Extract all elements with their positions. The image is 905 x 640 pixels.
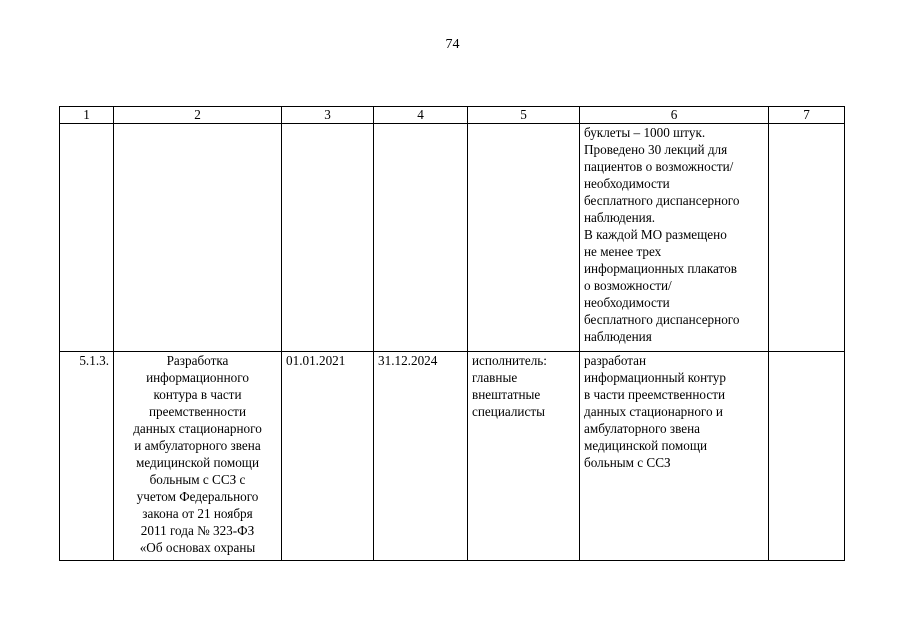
header-cell-5: 5 xyxy=(468,107,580,124)
row1-end-date xyxy=(374,124,468,352)
header-cell-3: 3 xyxy=(282,107,374,124)
header-cell-1: 1 xyxy=(60,107,114,124)
row2-activity: Разработка информационного контура в части преемственности данных стационарного и амбулаторного звена медицинской помощи больным с ССЗ с учетом Федерального закона от 21 ноября 2011 года № 323-ФЗ «Об основах охраны xyxy=(114,352,282,561)
page-number: 74 xyxy=(445,37,460,52)
row1-activity xyxy=(114,124,282,352)
row2-end-date: 31.12.2024 xyxy=(374,352,468,561)
row2-result: разработан информационный контур в части преемственности данных стационарного и амбулаторного звена медицинской помощи больным с ССЗ xyxy=(580,352,769,561)
header-cell-4: 4 xyxy=(374,107,468,124)
row1-result: буклеты – 1000 штук. Проведено 30 лекций для пациентов о возможности/ необходимости бесплатного диспансерного наблюдения. В каждой МО размещено не менее трех информационных плакатов о возможности/ необходимости бесплатного диспансерного наблюдения xyxy=(580,124,769,352)
row2-note xyxy=(769,352,845,561)
header-cell-7: 7 xyxy=(769,107,845,124)
table-row xyxy=(60,352,845,561)
row2-start-date: 01.01.2021 xyxy=(282,352,374,561)
plan-table xyxy=(59,106,845,561)
row1-note xyxy=(769,124,845,352)
table-row xyxy=(60,124,845,352)
row1-start-date xyxy=(282,124,374,352)
header-cell-6: 6 xyxy=(580,107,769,124)
row2-executor: исполнитель: главные внештатные специалисты xyxy=(468,352,580,561)
header-cell-2: 2 xyxy=(114,107,282,124)
row2-number: 5.1.3. xyxy=(60,352,114,561)
row1-number xyxy=(60,124,114,352)
row1-executor xyxy=(468,124,580,352)
table-header-row xyxy=(60,107,845,124)
